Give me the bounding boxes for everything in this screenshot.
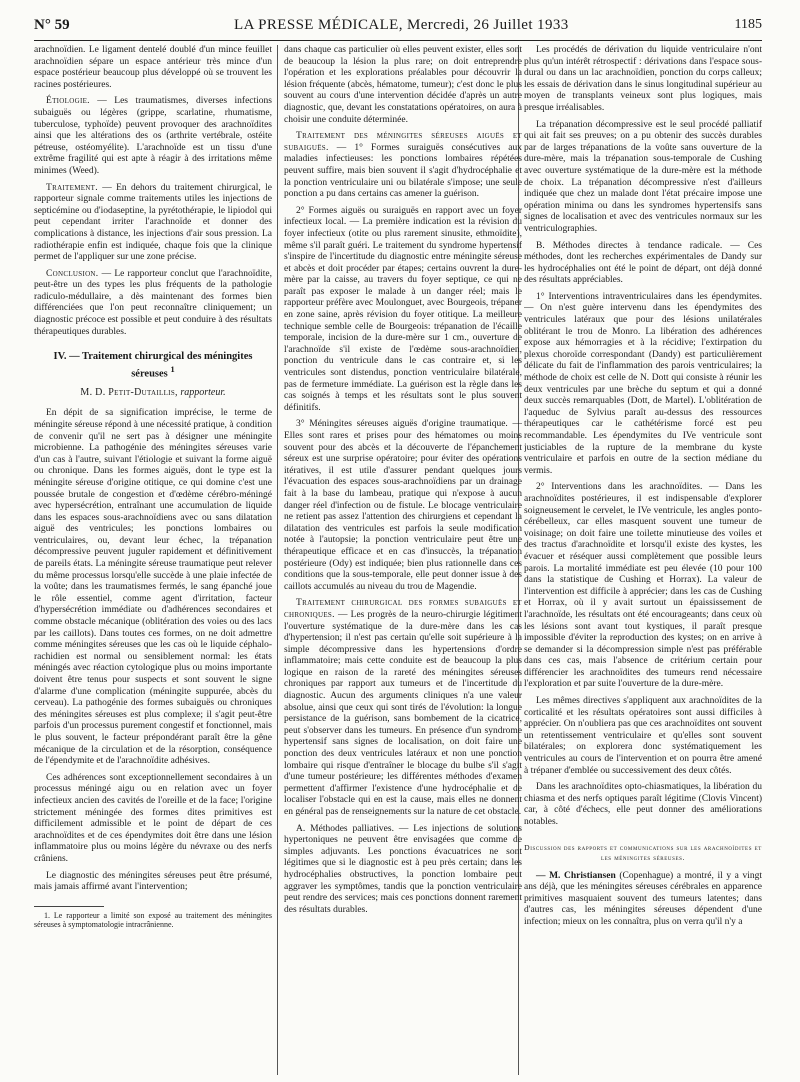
- page-number: 1185: [734, 17, 762, 32]
- header-rule: [34, 40, 762, 42]
- paragraph: Ces adhérences sont exceptionnellement secondaires à un processus méningé aigu ou en relation avec un foyer infectieux ancien des cavités de l'oreille et de la face; l'origine strictement méningée des formes dites primitives est difficilement admissible et le point de départ de ces arachnoïdites et de ces épendymites doit être dans une lésion inflammatoire plus ou moins légère du névraxe ou des nerfs crâniens.: [34, 772, 272, 864]
- paragraph-label: Étiologie.: [46, 96, 90, 107]
- footnote-rule: [34, 906, 104, 907]
- column-left: [34, 45, 272, 1075]
- paragraph: [34, 96, 272, 177]
- paragraph: Le diagnostic des méningites séreuses peut être présumé, mais jamais affirmé avant l'intervention;: [34, 870, 272, 893]
- issue-number: N° 59: [34, 17, 70, 33]
- paragraph: A. Méthodes palliatives. — Les injections de solutions hypertoniques ne peuvent être envisagées que comme de simples adjuvants. Les ponctions évacuatrices ne sont légitimes que si le diagnostic est à peu près certain; dans les hydrocéphalies obstructives, la ponction lombaire peut aggraver les symptômes, tandis que la ponction ventriculaire peut rendre des services; mais ces ponctions donnent rarement des résultats durables.: [284, 823, 522, 915]
- paragraph: [524, 871, 762, 929]
- paragraph: 2° Interventions dans les arachnoïdites. — Dans les arachnoïdites postérieures, il est indispensable d'explorer soigneusement le cervelet, le IVe ventricule, les angles ponto-cérébelleux, car elles masquent souvent une tumeur de voisinage; on doit faire une toilette minutieuse des voiles et des tractus d'arachnoïdite et lorsqu'il existe des kystes, les évacuer et réséquer aussi complètement que possible leurs parois. La mortalité immédiate est peu élevée (10 pour 100 dans la statistique de Cushing et Horrax). La valeur de l'intervention est difficile à apprécier; dans les cas de Cushing et Horrax, où il y avait surtout un épaississement de l'arachnoïde, les résultats ont été encourageants; dans ceux où les lésions sont avant tout kystiques, il paraît presque impossible d'éviter la reproduction des kystes; on en arrive à se demander si la décompression simple n'est pas préférable dans ces cas, mais l'absence de critérium certain pour différencier les arachnoïdites des tumeurs rend nécessaire l'exploration et par suite l'ouverture de la dure-mère.: [524, 482, 762, 690]
- paragraph-label: Conclusion.: [46, 268, 99, 279]
- paragraph-label: Traitement des méningites séreuses aiguës et subaiguës.: [284, 131, 522, 153]
- author-name: M. D. Petit-Dutaillis,: [80, 386, 178, 398]
- discussion-heading: Discussion des rapports et communications sur les arachnoïdites et les méningites séreuses.: [524, 842, 762, 862]
- section-title-text: IV. — Traitement chirurgical des méningites séreuses: [53, 351, 253, 380]
- footnote-marker: 1: [170, 364, 175, 375]
- paragraph: Les mêmes directives s'appliquent aux arachnoïdites de la corticalité et les résultats opératoires sont aussi difficiles à apprécier. On n'oubliera pas que ces arachnoïdites ont souvent un retentissement ventriculaire et qu'elles sont souvent bilatérales; on explorera donc systématiquement les ventricules au cours de l'intervention et on pourra être amené à trépaner d'emblée ou successivement des deux côtés.: [524, 696, 762, 776]
- paragraph: [284, 598, 522, 818]
- section-title: [34, 350, 272, 381]
- column-right: [524, 45, 762, 1075]
- paragraph-text: — 1° Formes suraiguës consécutives aux maladies infectieuses: les ponctions lombaires répétées peuvent suffire, mais bien souvent il s'agit d'hydrocéphalie et la ponction ventriculaire uni ou bilatérale s'impose; une seule ponction a pu dans certains cas amener la guérison.: [284, 142, 522, 200]
- paragraph-label: Traitement.: [46, 182, 98, 193]
- paragraph: En dépit de sa signification imprécise, le terme de méningite séreuse répond à une nécessité pratique, à condition de convenir qu'il ne sert pas à désigner une méningite microbienne. La pathogénie des méningites séreuses varie d'un cas à l'autre, suivant l'étiologie et suivant la forme aiguë ou chronique. Dans les formes aiguës, dont le type est la méningite séreuse d'origine otitique, ce qui domine c'est une poussée brutale de congestion et d'œdème cérébro-méningé avec hypersécrétion, entraînant une accumulation de liquide dans les espaces sous-arachnoïdiens avec ou sans dilatation aiguë des ventricules; les ponctions lombaires ou ventriculaires, ou, devant leur échec, la trépanation décompressive peuvent juguler rapidement et définitivement de pareils états. La méningite séreuse traumatique peut relever du même processus lorsqu'elle succède à une plaie infectée de la voûte; dans les traumatismes fermés, le sang épanché joue le rôle essentiel, comme agent d'irritation, facteur d'hypersécrétion immédiate ou d'adhérences secondaires et comme obstacle mécanique (oblitération des voies ou des lacs par les caillots). Dans toutes ces formes, on ne doit admettre comme méningites séreuses que les cas où le liquide céphalo-rachidien est normal ou sensiblement normal: les états méningés avec réaction cytologique plus ou moins importante doivent être tenus pour suspects et sont souvent le signe d'alarme d'une complication (méningite suppurée, abcès du cerveau). La pathogénie des formes subaiguës ou chroniques des méningites séreuses est plus complexe; il s'agit peut-être parfois d'un processus purement congestif et fonctionnel, mais le plus souvent, le facteur prépondérant paraît être la gêne mécanique de la circulation et de la résorption, conséquence de l'épendymite et de l'arachnoïdite adhésives.: [34, 408, 272, 767]
- journal-title: LA PRESSE MÉDICALE, Mercredi, 26 Juillet 1933: [234, 17, 569, 33]
- paragraph: [284, 131, 522, 201]
- paragraph-text: — Les traumatismes, diverses infections subaiguës ou légères (grippe, scarlatine, rhumatisme, tuberculose, typhoïde) peuvent provoquer des arachnoïdites ainsi que les altérations des os (arthrite vertébrale, ostéite pétreuse, ostéomyélite). L'arachnoïde est un tissu d'une extrême fragilité qui est apte à réagir à des irritations même minimes (Weed).: [34, 96, 272, 176]
- column-divider: [277, 45, 278, 1075]
- footnote: 1. Le rapporteur a limité son exposé au traitement des méningites séreuses à symptomatologie intracrânienne.: [34, 910, 272, 930]
- paragraph-text: (Copenhague) a montré, il y a vingt ans déjà, que les méningites séreuses cérébrales en apparence primitives masquaient souvent des tumeurs latentes; dans d'autres cas, les méningites séreuses dépendent d'une infection; mieux on les connaîtra, plus on verra qu'il n'y a: [524, 870, 762, 927]
- paragraph: Dans les arachnoïdites opto-chiasmatiques, la libération du chiasma et des nerfs optiques paraît légitime (Clovis Vincent) car, à côté d'échecs, elle peut donner des améliorations notables.: [524, 782, 762, 827]
- paragraph: 2° Formes aiguës ou suraiguës en rapport avec un foyer infectieux local. — La première indication est la révision du foyer infectieux (otite ou plus rarement sinusite, ethmoïdite), même s'il paraît guéri. Le traitement du syndrome hypertensif s'inspire de l'incertitude du diagnostic entre méningite séreuse et abcès et doit procéder par étapes; certains ouvrent la dure-mère par la caisse, au travers du foyer septique, ce qui ne paraît pas exposer le malade à un danger réel; mais le rapporteur préfère avec Moulonguet, avec Bourgeois, trépaner en zone saine, après révision du foyer otitique. La meilleure technique semble celle de Bourgeois: trépanation de l'écaille temporale, incision de la dure-mère sur 1 cm., ouverture de l'arachnoïde s'il existe de l'œdème sous-arachnoïdien, ponction du ventricule dans le cas contraire et, si les ventricules sont distendus, ponction ventriculaire bilatérale, pas de fermeture immédiate. La guérison est la règle dans les cas soignés à temps et les résultats sont le plus souvent définitifs.: [284, 205, 522, 413]
- paragraph-text: — Les progrès de la neuro-chirurgie légitiment l'ouverture systématique de la dure-mère dans les cas d'hypertension; il n'est pas certain qu'elle soit supérieure à la simple décompressive dans les hypertensions d'ordre inflammatoire; mais cette conduite est de beaucoup la plus logique en raison de la rareté des méningites séreuses chroniques par rapport aux tumeurs et de l'incertitude du diagnostic. Aucun des arguments cliniques n'a une valeur absolue, ainsi que ceux qui sont tirés de l'évolution: la longue persistance de la guérison, sans bombement de la cicatrice, peut s'observer dans les tumeurs. En présence d'un syndrome hypertensif sans signes de localisation, on doit faire une ponction des deux ventricules latéraux et non une ponction lombaire qui risque d'entraîner le blocage du bulbe s'il s'agit d'une tumeur postérieure; les différentes méthodes d'examen permettent d'affirmer l'existence d'une hydrocéphalie et de localiser l'obstacle qui en est la cause, mais elles ne donnent en général pas de renseignements sur la nature de cet obstacle.: [284, 609, 522, 817]
- paragraph: 1° Interventions intraventriculaires dans les épendymites. — On n'est guère intervenu dans les épendymites des ventricules latéraux que pour des lésions unilatérales oblitérant le trou de Monro. La libération des adhérences expose aux hémorragies et à la récidive; l'extirpation du plexus choroïde correspondant (Dandy) est particulièrement délicate du fait de l'inflammation des parois ventriculaires; la méthode de choix est celle de N. Dott qui consiste à réunir les deux ventricules par une brèche du septum et qui a donné deux succès remarquables (Dott, de Martel). L'oblitération de l'aqueduc de Sylvius paraît au-dessus des ressources thérapeutiques car le cathétérisme forcé est peu recommandable. Les épendymites du IVe ventricule sont justiciables de la rupture de la membrane du kyste ventriculaire et parfois en outre de la section médiane du vermis.: [524, 291, 762, 476]
- author-line: [34, 387, 272, 399]
- paragraph: dans chaque cas particulier où elles peuvent exister, elles sont de beaucoup la lésion la plus rare; on doit entreprendre l'opération et les explorations préalables pour découvrir la lésion fréquente (abcès, hématome, tumeur); c'est donc le plus souvent au cours d'une intervention décidée d'après un autre diagnostic, que, devant les constatations opératoires, on aura à choisir une conduite déterminée.: [284, 45, 522, 125]
- paragraph: Les procédés de dérivation du liquide ventriculaire n'ont plus qu'un intérêt rétrospectif : dérivations dans l'espace sous-dural ou dans un lac arachnoïdien, ponction du corps calleux; les essais de dérivation dans le sinus longitudinal supérieur au moyen de transplants veineux sont plus logiques, mais presque irréalisables.: [524, 45, 762, 113]
- paragraph-label: Traitement chirurgical des formes subaiguës et chroniques.: [284, 598, 522, 620]
- page-header: [34, 17, 762, 41]
- paragraph-text: — Le rapporteur conclut que l'arachnoïdite, peut-être un des types les plus fréquents de la pathologie radiculo-médullaire, a dès maintenant des formes bien différenciées que l'on peut reconnaître cliniquement; un diagnostic précoce est possible et peut conduire à des résultats thérapeutiques durables.: [34, 268, 272, 337]
- paragraph: La trépanation décompressive est le seul procédé palliatif qui ait fait ses preuves; on a pu obtenir des succès durables par de larges trépanations de la voûte sans ouverture de la dure-mère, mais la trépanation sous-temporale de Cushing avec ouverture systématique de la dure-mère est la méthode de choix. La trépanation décompressive n'est d'ailleurs indiquée que chez un malade dont l'état précaire impose une opération minima ou dans les syndromes hypertensifs sans signes de localisation et avec des ventricules normaux sur les ventriculographies.: [524, 119, 762, 234]
- paragraph: [34, 269, 272, 339]
- speaker-name: — M. Christiansen: [536, 870, 616, 881]
- paragraph: [34, 183, 272, 264]
- column-middle: [284, 45, 522, 1075]
- paragraph: arachnoïdien. Le ligament dentelé doublé d'un mince feuillet arachnoïdien sépare un espace antérieur très mince d'un espace postérieur beaucoup plus développé où se trouvent les racines postérieures.: [34, 45, 272, 90]
- author-role: rapporteur.: [177, 386, 226, 398]
- paragraph: B. Méthodes directes à tendance radicale. — Ces méthodes, dont les recherches expérimentales de Dandy sur les hydrocéphalies ont été le point de départ, ont déjà donné des résultats appréciables.: [524, 240, 762, 286]
- paragraph-text: — En dehors du traitement chirurgical, le rapporteur signale comme traitements utiles les injections de septicémine ou d'iodaseptine, la pyrétothérapie, le lipiodol qui peut cependant irriter l'arachnoïde et donner des complications à distance, les injections d'air sous pression. La radiothérapie enfin est indiquée, chaque fois que la clinique permet de l'appliquer sur une zone précise.: [34, 182, 272, 263]
- paragraph: 3° Méningites séreuses aiguës d'origine traumatique. — Elles sont rares et prises pour des hématomes ou moins souvent pour des abcès et la découverte de l'épanchement séreux est une surprise opératoire; pour éviter des opérations itératives, il est utile d'assurer pendant quelques jours l'évacuation des espaces sous-arachnoïdiens par un drainage fait à la base du lambeau, pratique qui n'expose à aucun danger réel d'infection ou de fistule. Le blocage ventriculaire ne retient pas assez l'attention des chirurgiens et cependant la dilatation des ventricules est parfois la seule modification notée à l'autopsie; la ponction ventriculaire peut être une thérapeutique efficace et en cas d'insuccès, la trépanation postérieure (Ody) est indiquée; bien plus rationnelle dans ces conditions que la sous-temporale, elle peut donner issue à des caillots accumulés au niveau du trou de Magendie.: [284, 419, 522, 592]
